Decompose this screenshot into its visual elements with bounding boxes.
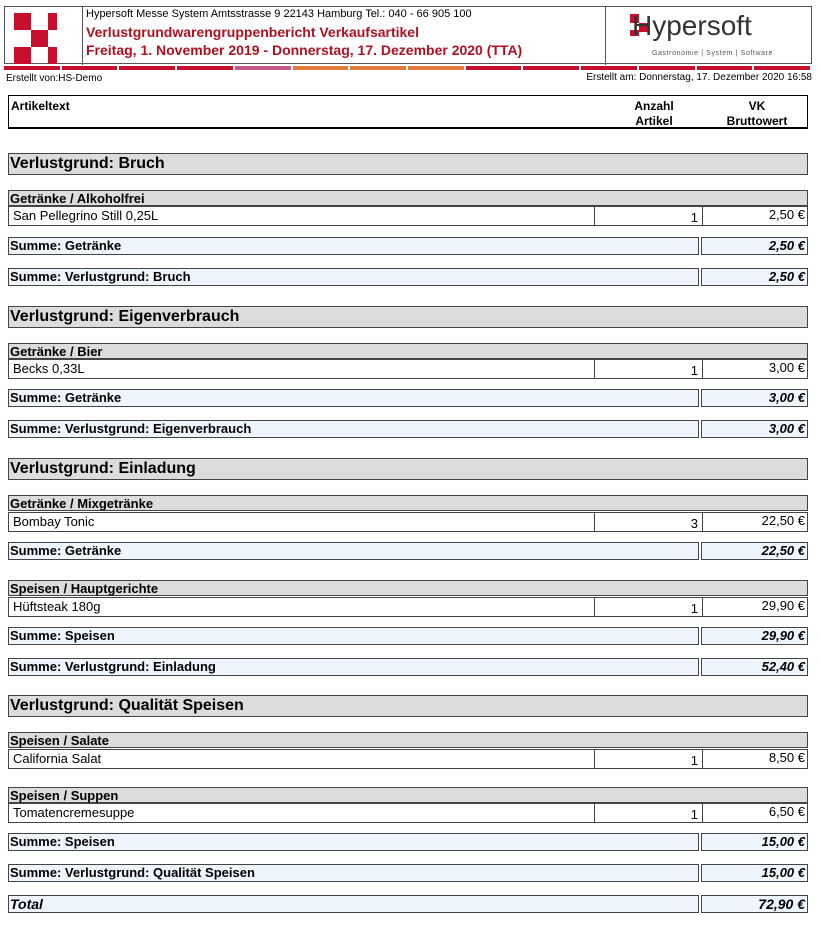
sum-value: 3,00 € <box>701 389 808 407</box>
logo-square <box>14 47 31 64</box>
article-qty: 1 <box>594 207 702 225</box>
column-anzahl: Anzahl Artikel <box>634 99 674 128</box>
category-header: Speisen / Suppen <box>8 787 808 803</box>
sum-value: 15,00 € <box>701 864 808 882</box>
article-qty: 3 <box>594 513 702 531</box>
column-header <box>8 95 808 129</box>
stripe-segment <box>235 66 291 70</box>
article-row <box>8 512 808 532</box>
logo-square <box>48 47 57 64</box>
article-row <box>8 597 808 617</box>
stripe-segment <box>177 66 233 70</box>
sum-value: 29,90 € <box>701 627 808 645</box>
article-qty: 1 <box>594 750 702 768</box>
article-value: 22,50 € <box>702 513 807 531</box>
verlustgrund-header: Verlustgrund: Qualität Speisen <box>8 695 808 717</box>
sum-label: Summe: Getränke <box>8 389 699 407</box>
article-value: 6,50 € <box>702 804 807 822</box>
article-name: Becks 0,33L <box>13 361 85 376</box>
verlustgrund-header: Verlustgrund: Bruch <box>8 153 808 175</box>
sum-value: 3,00 € <box>701 420 808 438</box>
sum-label: Summe: Verlustgrund: Eigenverbrauch <box>8 420 699 438</box>
category-header: Getränke / Alkoholfrei <box>8 190 808 206</box>
sum-row <box>8 542 808 560</box>
sum-label: Summe: Verlustgrund: Bruch <box>8 268 699 286</box>
brand-name: Hypersoft <box>632 10 752 41</box>
stripe-segment <box>350 66 406 70</box>
verlustgrund-header: Verlustgrund: Einladung <box>8 458 808 480</box>
column-artikeltext: Artikeltext <box>11 99 70 113</box>
sum-label: Summe: Speisen <box>8 627 699 645</box>
sum-label: Summe: Getränke <box>8 542 699 560</box>
sum-value: 52,40 € <box>701 658 808 676</box>
stripe-segment <box>408 66 464 70</box>
sum-value: 2,50 € <box>701 268 808 286</box>
report-period: Freitag, 1. November 2019 - Donnerstag, 17. Dezember 2020 (TTA) <box>86 42 523 58</box>
article-qty: 1 <box>594 360 702 378</box>
column-vk: VK Bruttowert <box>726 99 788 128</box>
sum-row <box>8 268 808 286</box>
logo-square <box>48 13 57 30</box>
article-value: 29,90 € <box>702 598 807 616</box>
sum-label: Summe: Verlustgrund: Qualität Speisen <box>8 864 699 882</box>
article-value: 8,50 € <box>702 750 807 768</box>
article-qty: 1 <box>594 598 702 616</box>
article-name: Tomatencremesuppe <box>13 805 135 820</box>
stripe-segment <box>4 66 60 70</box>
stripe-segment <box>293 66 349 70</box>
stripe-segment <box>581 66 637 70</box>
article-row <box>8 206 808 226</box>
article-row <box>8 749 808 769</box>
article-value: 3,00 € <box>702 360 807 378</box>
category-header: Speisen / Salate <box>8 732 808 748</box>
total-row <box>8 895 808 913</box>
stripe-segment <box>62 66 118 70</box>
sum-value: 15,00 € <box>701 833 808 851</box>
header-divider <box>82 7 83 65</box>
company-address: Hypersoft Messe System Amtsstrasse 9 22143 Hamburg Tel.: 040 - 66 905 100 <box>86 8 472 20</box>
article-name: Hüftsteak 180g <box>13 599 101 614</box>
sum-row <box>8 658 808 676</box>
stripe-segment <box>697 66 753 70</box>
color-stripe <box>4 66 812 70</box>
article-name: Bombay Tonic <box>13 514 95 529</box>
stripe-segment <box>639 66 695 70</box>
created-at: Erstellt am: Donnerstag, 17. Dezember 2020 16:58 <box>586 72 812 83</box>
sum-row <box>8 389 808 407</box>
logo-square <box>14 13 31 30</box>
logo-square <box>31 30 48 47</box>
stripe-segment <box>466 66 522 70</box>
report-title: Verlustgrundwarengruppenbericht Verkaufsartikel <box>86 24 419 40</box>
sum-label: Summe: Speisen <box>8 833 699 851</box>
created-by: Erstellt von:HS-Demo <box>6 73 103 84</box>
sum-row <box>8 627 808 645</box>
article-qty: 1 <box>594 804 702 822</box>
total-label: Total <box>8 895 699 913</box>
sum-row <box>8 864 808 882</box>
sum-label: Summe: Getränke <box>8 237 699 255</box>
article-name: California Salat <box>13 751 102 766</box>
category-header: Speisen / Hauptgerichte <box>8 580 808 596</box>
article-row <box>8 359 808 379</box>
sum-row <box>8 420 808 438</box>
sum-row <box>8 833 808 851</box>
header-divider <box>605 7 606 65</box>
sum-row <box>8 237 808 255</box>
stripe-segment <box>523 66 579 70</box>
stripe-segment <box>119 66 175 70</box>
total-value: 72,90 € <box>701 895 808 913</box>
category-header: Getränke / Bier <box>8 343 808 359</box>
article-row <box>8 803 808 823</box>
verlustgrund-header: Verlustgrund: Eigenverbrauch <box>8 306 808 328</box>
sum-value: 22,50 € <box>701 542 808 560</box>
category-header: Getränke / Mixgetränke <box>8 495 808 511</box>
stripe-segment <box>754 66 810 70</box>
brand-tagline: Gastronomie | System | Software <box>652 50 774 57</box>
article-name: San Pellegrino Still 0,25L <box>13 208 159 223</box>
article-value: 2,50 € <box>702 207 807 225</box>
sum-label: Summe: Verlustgrund: Einladung <box>8 658 699 676</box>
sum-value: 2,50 € <box>701 237 808 255</box>
